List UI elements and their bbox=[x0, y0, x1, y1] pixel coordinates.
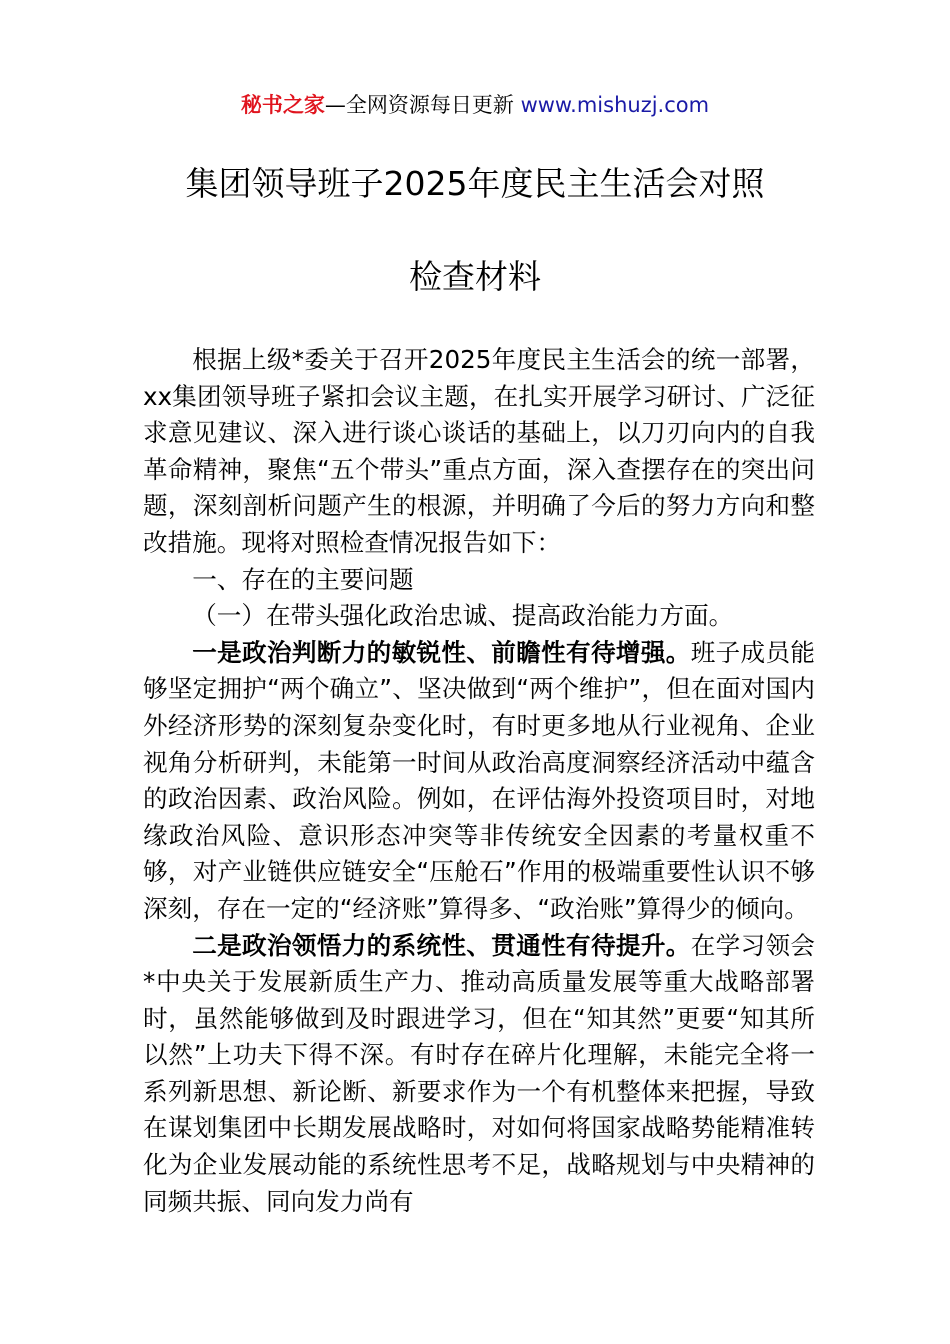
site-slogan: —全网资源每日更新 bbox=[324, 93, 521, 117]
section-heading-1: 一、存在的主要问题 bbox=[192, 564, 414, 594]
document-title-line-2: 检查材料 bbox=[409, 257, 541, 296]
document-title-line-1: 集团领导班子2025年度民主生活会对照 bbox=[185, 164, 765, 203]
point-1-lead: 一是政治判断力的敏锐性、前瞻性有待增强。 bbox=[192, 637, 691, 667]
intro-paragraph: 根据上级*委关于召开2025年度民主生活会的统一部署，xx集团领导班子紧扣会议主题，在扎实开展学习研讨、广泛征求意见建议、深入进行谈心谈话的基础上，以刀刃向内的自我革命精神，聚焦“五个带头”重点方面，深入查摆存在的突出问题，深刻剖析问题产生的根源，并明确了今后的努力方向和整改措施。现将对照检查情况报告如下： bbox=[143, 345, 815, 557]
point-2-text: 在学习领会*中央关于发展新质生产力、推动高质量发展等重大战略部署时，虽然能够做到及时跟进学习，但在“知其然”更要“知其所以然”上功夫下得不深。有时存在碎片化理解，未能完全将一系列新思想、新论断、新要求作为一个有机整体来把握，导致在谋划集团中长期发展战略时，对如何将国家战略势能精准转化为企业发展动能的系统性思考不足，战略规划与中央精神的同频共振、同向发力尚有 bbox=[143, 930, 815, 1216]
subsection-heading-1: （一）在带头强化政治忠诚、提高政治能力方面。 bbox=[192, 601, 734, 631]
point-2-lead: 二是政治领悟力的系统性、贯通性有待提升。 bbox=[192, 930, 691, 960]
site-brand: 秘书之家 bbox=[240, 93, 325, 117]
document-body bbox=[143, 342, 815, 1220]
site-url-link[interactable]: www.mishuzj.com bbox=[520, 93, 710, 117]
point-1-paragraph bbox=[143, 635, 815, 928]
site-header bbox=[0, 88, 950, 122]
point-1-text: 班子成员能够坚定拥护“两个确立”、坚决做到“两个维护”，但在面对国内外经济形势的深刻复杂变化时，有时更多地从行业视角、企业视角分析研判，未能第一时间从政治高度洞察经济活动中蕴含的政治因素、政治风险。例如，在评估海外投资项目时，对地缘政治风险、意识形态冲突等非传统安全因素的考量权重不够，对产业链供应链安全“压舱石”作用的极端重要性认识不够深刻，存在一定的“经济账”算得多、“政治账”算得少的倾向。 bbox=[143, 637, 815, 923]
point-2-paragraph bbox=[143, 928, 815, 1221]
